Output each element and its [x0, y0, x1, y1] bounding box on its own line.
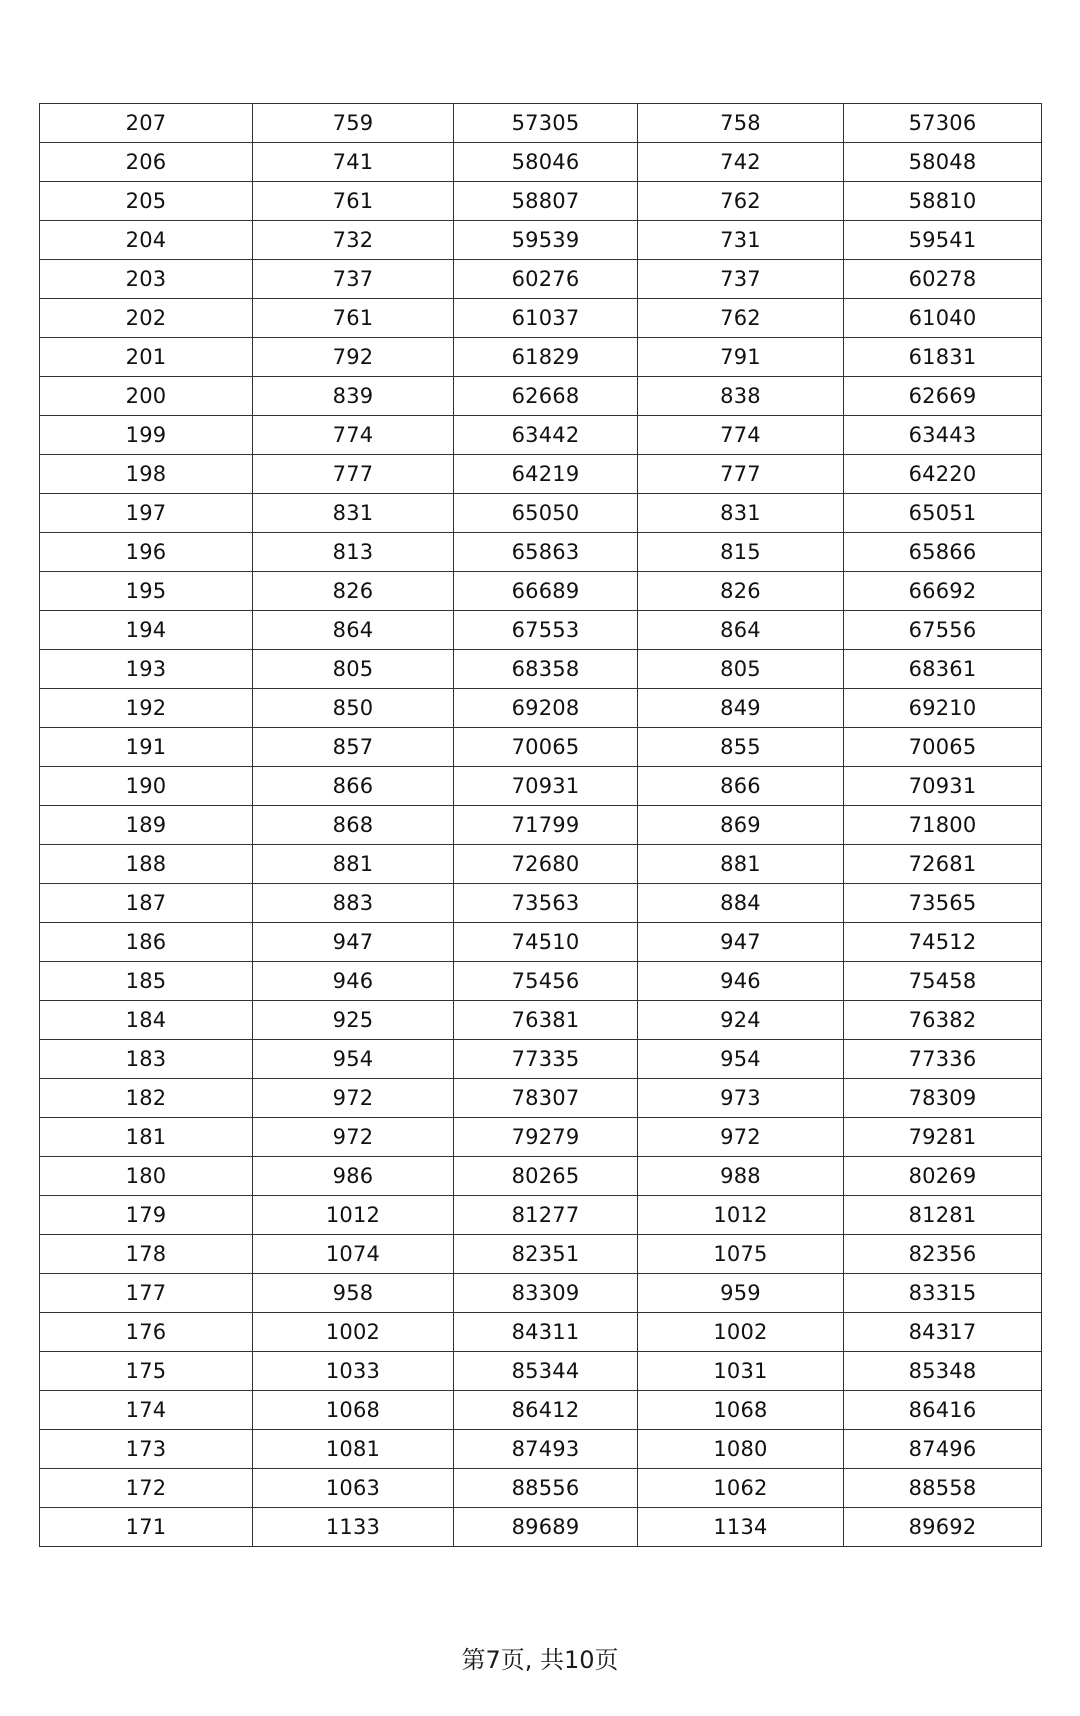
- table-cell: 741: [253, 143, 454, 182]
- table-row: [40, 1118, 1042, 1157]
- table-cell: 88558: [844, 1469, 1042, 1508]
- table-cell: 1134: [638, 1508, 844, 1547]
- table-cell: 826: [638, 572, 844, 611]
- table-cell: 791: [638, 338, 844, 377]
- table-cell: 62668: [454, 377, 638, 416]
- table-cell: 61829: [454, 338, 638, 377]
- table-cell: 85344: [454, 1352, 638, 1391]
- table-cell: 71800: [844, 806, 1042, 845]
- table-cell: 737: [253, 260, 454, 299]
- table-row: [40, 104, 1042, 143]
- table-cell: 881: [253, 845, 454, 884]
- table-cell: 849: [638, 689, 844, 728]
- table-cell: 864: [638, 611, 844, 650]
- table-row: [40, 611, 1042, 650]
- table-cell: 185: [40, 962, 253, 1001]
- table-cell: 75458: [844, 962, 1042, 1001]
- table-cell: 759: [253, 104, 454, 143]
- table-cell: 76382: [844, 1001, 1042, 1040]
- table-row: [40, 1040, 1042, 1079]
- table-cell: 924: [638, 1001, 844, 1040]
- table-cell: 64219: [454, 455, 638, 494]
- table-cell: 946: [638, 962, 844, 1001]
- table-cell: 207: [40, 104, 253, 143]
- table-cell: 805: [253, 650, 454, 689]
- table-cell: 203: [40, 260, 253, 299]
- table-cell: 831: [253, 494, 454, 533]
- table-cell: 89689: [454, 1508, 638, 1547]
- table-cell: 186: [40, 923, 253, 962]
- table-cell: 82356: [844, 1235, 1042, 1274]
- table-row: [40, 728, 1042, 767]
- table-cell: 204: [40, 221, 253, 260]
- table-cell: 68358: [454, 650, 638, 689]
- table-cell: 731: [638, 221, 844, 260]
- table-cell: 742: [638, 143, 844, 182]
- table-cell: 182: [40, 1079, 253, 1118]
- table-cell: 172: [40, 1469, 253, 1508]
- table-cell: 63443: [844, 416, 1042, 455]
- table-cell: 86412: [454, 1391, 638, 1430]
- table-cell: 758: [638, 104, 844, 143]
- table-cell: 180: [40, 1157, 253, 1196]
- table-cell: 68361: [844, 650, 1042, 689]
- table-row: [40, 182, 1042, 221]
- table-row: [40, 650, 1042, 689]
- table-cell: 187: [40, 884, 253, 923]
- table-cell: 947: [253, 923, 454, 962]
- table-row: [40, 494, 1042, 533]
- table-cell: 70931: [844, 767, 1042, 806]
- table-cell: 79281: [844, 1118, 1042, 1157]
- table-row: [40, 1001, 1042, 1040]
- table-cell: 76381: [454, 1001, 638, 1040]
- table-row: [40, 1508, 1042, 1547]
- table-cell: 83315: [844, 1274, 1042, 1313]
- table-cell: 84311: [454, 1313, 638, 1352]
- table-cell: 1002: [638, 1313, 844, 1352]
- table-cell: 196: [40, 533, 253, 572]
- table-cell: 171: [40, 1508, 253, 1547]
- table-row: [40, 377, 1042, 416]
- table-cell: 193: [40, 650, 253, 689]
- table-row: [40, 572, 1042, 611]
- table-row: [40, 338, 1042, 377]
- table-row: [40, 1235, 1042, 1274]
- table-cell: 959: [638, 1274, 844, 1313]
- table-row: [40, 689, 1042, 728]
- table-cell: 179: [40, 1196, 253, 1235]
- table-cell: 732: [253, 221, 454, 260]
- table-cell: 59539: [454, 221, 638, 260]
- table-cell: 774: [253, 416, 454, 455]
- table-cell: 777: [638, 455, 844, 494]
- table-cell: 1012: [638, 1196, 844, 1235]
- table-row: [40, 1469, 1042, 1508]
- table-cell: 206: [40, 143, 253, 182]
- table-cell: 61831: [844, 338, 1042, 377]
- table-cell: 737: [638, 260, 844, 299]
- table-cell: 183: [40, 1040, 253, 1079]
- table-cell: 761: [253, 299, 454, 338]
- table-cell: 805: [638, 650, 844, 689]
- table-cell: 65866: [844, 533, 1042, 572]
- table-cell: 1068: [638, 1391, 844, 1430]
- table-cell: 925: [253, 1001, 454, 1040]
- table-cell: 82351: [454, 1235, 638, 1274]
- table-cell: 65051: [844, 494, 1042, 533]
- table-cell: 986: [253, 1157, 454, 1196]
- table-cell: 850: [253, 689, 454, 728]
- table-row: [40, 416, 1042, 455]
- table-cell: 762: [638, 299, 844, 338]
- table-cell: 972: [638, 1118, 844, 1157]
- table-cell: 198: [40, 455, 253, 494]
- table-cell: 954: [638, 1040, 844, 1079]
- table-cell: 188: [40, 845, 253, 884]
- table-cell: 174: [40, 1391, 253, 1430]
- table-cell: 869: [638, 806, 844, 845]
- table-row: [40, 962, 1042, 1001]
- table-row: [40, 1352, 1042, 1391]
- table-cell: 67556: [844, 611, 1042, 650]
- table-row: [40, 767, 1042, 806]
- table-cell: 1063: [253, 1469, 454, 1508]
- table-cell: 883: [253, 884, 454, 923]
- table-row: [40, 1157, 1042, 1196]
- table-cell: 839: [253, 377, 454, 416]
- table-cell: 884: [638, 884, 844, 923]
- table-cell: 65050: [454, 494, 638, 533]
- table-row: [40, 299, 1042, 338]
- table-cell: 988: [638, 1157, 844, 1196]
- table-cell: 1068: [253, 1391, 454, 1430]
- table-cell: 73565: [844, 884, 1042, 923]
- table-cell: 74512: [844, 923, 1042, 962]
- table-row: [40, 923, 1042, 962]
- table-cell: 66692: [844, 572, 1042, 611]
- table-cell: 58046: [454, 143, 638, 182]
- table-cell: 813: [253, 533, 454, 572]
- table-cell: 74510: [454, 923, 638, 962]
- table-cell: 1002: [253, 1313, 454, 1352]
- table-row: [40, 260, 1042, 299]
- table-row: [40, 1274, 1042, 1313]
- table-cell: 77336: [844, 1040, 1042, 1079]
- table-cell: 85348: [844, 1352, 1042, 1391]
- table-cell: 958: [253, 1274, 454, 1313]
- table-cell: 67553: [454, 611, 638, 650]
- table-cell: 195: [40, 572, 253, 611]
- table-cell: 761: [253, 182, 454, 221]
- table-cell: 1012: [253, 1196, 454, 1235]
- table-cell: 78307: [454, 1079, 638, 1118]
- table-cell: 946: [253, 962, 454, 1001]
- table-cell: 202: [40, 299, 253, 338]
- table-cell: 59541: [844, 221, 1042, 260]
- table-cell: 73563: [454, 884, 638, 923]
- table-cell: 83309: [454, 1274, 638, 1313]
- table-row: [40, 1391, 1042, 1430]
- table-cell: 71799: [454, 806, 638, 845]
- table-cell: 199: [40, 416, 253, 455]
- table-cell: 1062: [638, 1469, 844, 1508]
- table-cell: 762: [638, 182, 844, 221]
- table-cell: 66689: [454, 572, 638, 611]
- table-cell: 881: [638, 845, 844, 884]
- table-cell: 178: [40, 1235, 253, 1274]
- table-row: [40, 845, 1042, 884]
- table-cell: 88556: [454, 1469, 638, 1508]
- table-cell: 173: [40, 1430, 253, 1469]
- table-cell: 200: [40, 377, 253, 416]
- page-number: 第7页, 共10页: [461, 1646, 619, 1674]
- table-cell: 175: [40, 1352, 253, 1391]
- table-cell: 65863: [454, 533, 638, 572]
- table-cell: 866: [253, 767, 454, 806]
- table-cell: 64220: [844, 455, 1042, 494]
- table-cell: 855: [638, 728, 844, 767]
- table-cell: 857: [253, 728, 454, 767]
- table-row: [40, 533, 1042, 572]
- table-cell: 60276: [454, 260, 638, 299]
- table-cell: 181: [40, 1118, 253, 1157]
- table-cell: 189: [40, 806, 253, 845]
- table-cell: 89692: [844, 1508, 1042, 1547]
- table-cell: 80265: [454, 1157, 638, 1196]
- table-cell: 60278: [844, 260, 1042, 299]
- table-cell: 58807: [454, 182, 638, 221]
- table-row: [40, 221, 1042, 260]
- table-cell: 177: [40, 1274, 253, 1313]
- table-cell: 866: [638, 767, 844, 806]
- table-cell: 86416: [844, 1391, 1042, 1430]
- table-cell: 70931: [454, 767, 638, 806]
- table-cell: 831: [638, 494, 844, 533]
- table-cell: 69210: [844, 689, 1042, 728]
- table-cell: 838: [638, 377, 844, 416]
- table-cell: 81281: [844, 1196, 1042, 1235]
- table-cell: 69208: [454, 689, 638, 728]
- table-cell: 190: [40, 767, 253, 806]
- score-table: [39, 103, 1042, 1547]
- table-row: [40, 884, 1042, 923]
- table-cell: 77335: [454, 1040, 638, 1079]
- table-cell: 87496: [844, 1430, 1042, 1469]
- table-cell: 1031: [638, 1352, 844, 1391]
- table-cell: 72680: [454, 845, 638, 884]
- table-cell: 63442: [454, 416, 638, 455]
- table-cell: 80269: [844, 1157, 1042, 1196]
- table-cell: 864: [253, 611, 454, 650]
- table-row: [40, 1430, 1042, 1469]
- table-cell: 87493: [454, 1430, 638, 1469]
- table-cell: 777: [253, 455, 454, 494]
- table-cell: 947: [638, 923, 844, 962]
- table-cell: 79279: [454, 1118, 638, 1157]
- table-cell: 1080: [638, 1430, 844, 1469]
- table-cell: 84317: [844, 1313, 1042, 1352]
- table-cell: 826: [253, 572, 454, 611]
- table-cell: 972: [253, 1079, 454, 1118]
- table-cell: 1033: [253, 1352, 454, 1391]
- table-row: [40, 806, 1042, 845]
- table-row: [40, 143, 1042, 182]
- table-cell: 192: [40, 689, 253, 728]
- table-cell: 176: [40, 1313, 253, 1352]
- table-row: [40, 1196, 1042, 1235]
- table-cell: 78309: [844, 1079, 1042, 1118]
- table-cell: 1081: [253, 1430, 454, 1469]
- table-cell: 954: [253, 1040, 454, 1079]
- table-cell: 184: [40, 1001, 253, 1040]
- score-table-body: [40, 104, 1042, 1547]
- table-cell: 1133: [253, 1508, 454, 1547]
- table-cell: 70065: [844, 728, 1042, 767]
- table-cell: 815: [638, 533, 844, 572]
- table-cell: 70065: [454, 728, 638, 767]
- table-cell: 58048: [844, 143, 1042, 182]
- table-cell: 61037: [454, 299, 638, 338]
- table-cell: 973: [638, 1079, 844, 1118]
- table-cell: 61040: [844, 299, 1042, 338]
- table-cell: 57305: [454, 104, 638, 143]
- table-row: [40, 455, 1042, 494]
- table-cell: 774: [638, 416, 844, 455]
- table-row: [40, 1313, 1042, 1352]
- table-cell: 57306: [844, 104, 1042, 143]
- table-row: [40, 1079, 1042, 1118]
- table-cell: 75456: [454, 962, 638, 1001]
- table-cell: 972: [253, 1118, 454, 1157]
- table-cell: 1075: [638, 1235, 844, 1274]
- table-cell: 868: [253, 806, 454, 845]
- table-cell: 201: [40, 338, 253, 377]
- table-cell: 1074: [253, 1235, 454, 1274]
- table-cell: 194: [40, 611, 253, 650]
- table-cell: 197: [40, 494, 253, 533]
- table-cell: 191: [40, 728, 253, 767]
- table-cell: 58810: [844, 182, 1042, 221]
- table-cell: 72681: [844, 845, 1042, 884]
- table-cell: 792: [253, 338, 454, 377]
- table-cell: 62669: [844, 377, 1042, 416]
- table-cell: 81277: [454, 1196, 638, 1235]
- table-cell: 205: [40, 182, 253, 221]
